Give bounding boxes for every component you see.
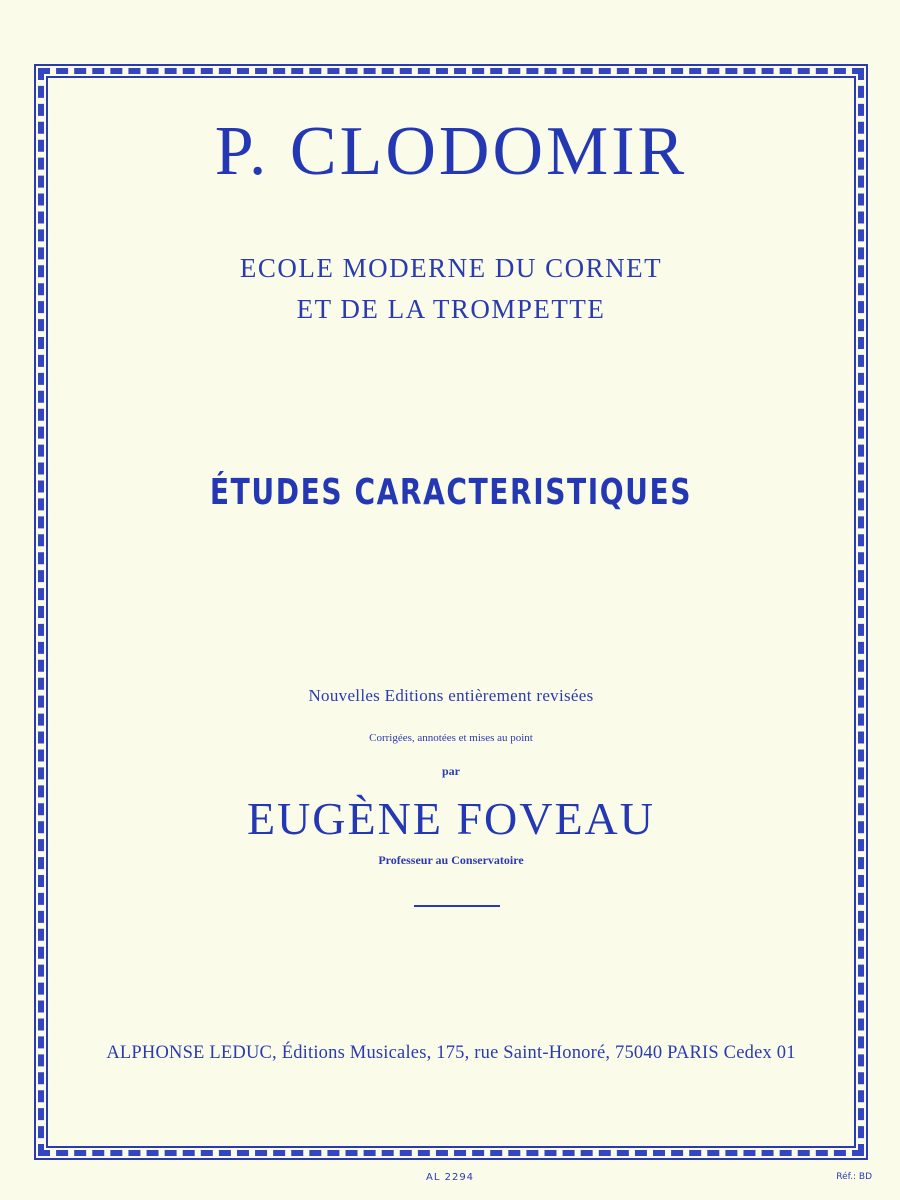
divider-rule [414,905,500,907]
series-title-line-2: ET DE LA TROMPETTE [296,294,606,324]
work-title: ÉTUDES CARACTERISTIQUES [209,472,693,513]
decorative-border-inner [46,76,856,1148]
publisher-line: ALPHONSE LEDUC, Éditions Musicales, 175, rue Saint-Honoré, 75040 PARIS Cedex 01 [106,1043,796,1063]
by-label: par [442,764,460,778]
editor-title: Professeur au Conservatoire [378,853,524,867]
composer-name: P. CLODOMIR [214,113,688,190]
correction-note: Corrigées, annotées et mises au point [369,732,533,744]
reference-code: Réf.: BD [836,1172,872,1182]
editor-name: EUGÈNE FOVEAU [246,793,655,844]
edition-note: Nouvelles Editions entièrement revisées [308,686,594,705]
catalog-number: AL 2294 [426,1172,475,1183]
series-title-line-1: ECOLE MODERNE DU CORNET [239,253,663,283]
